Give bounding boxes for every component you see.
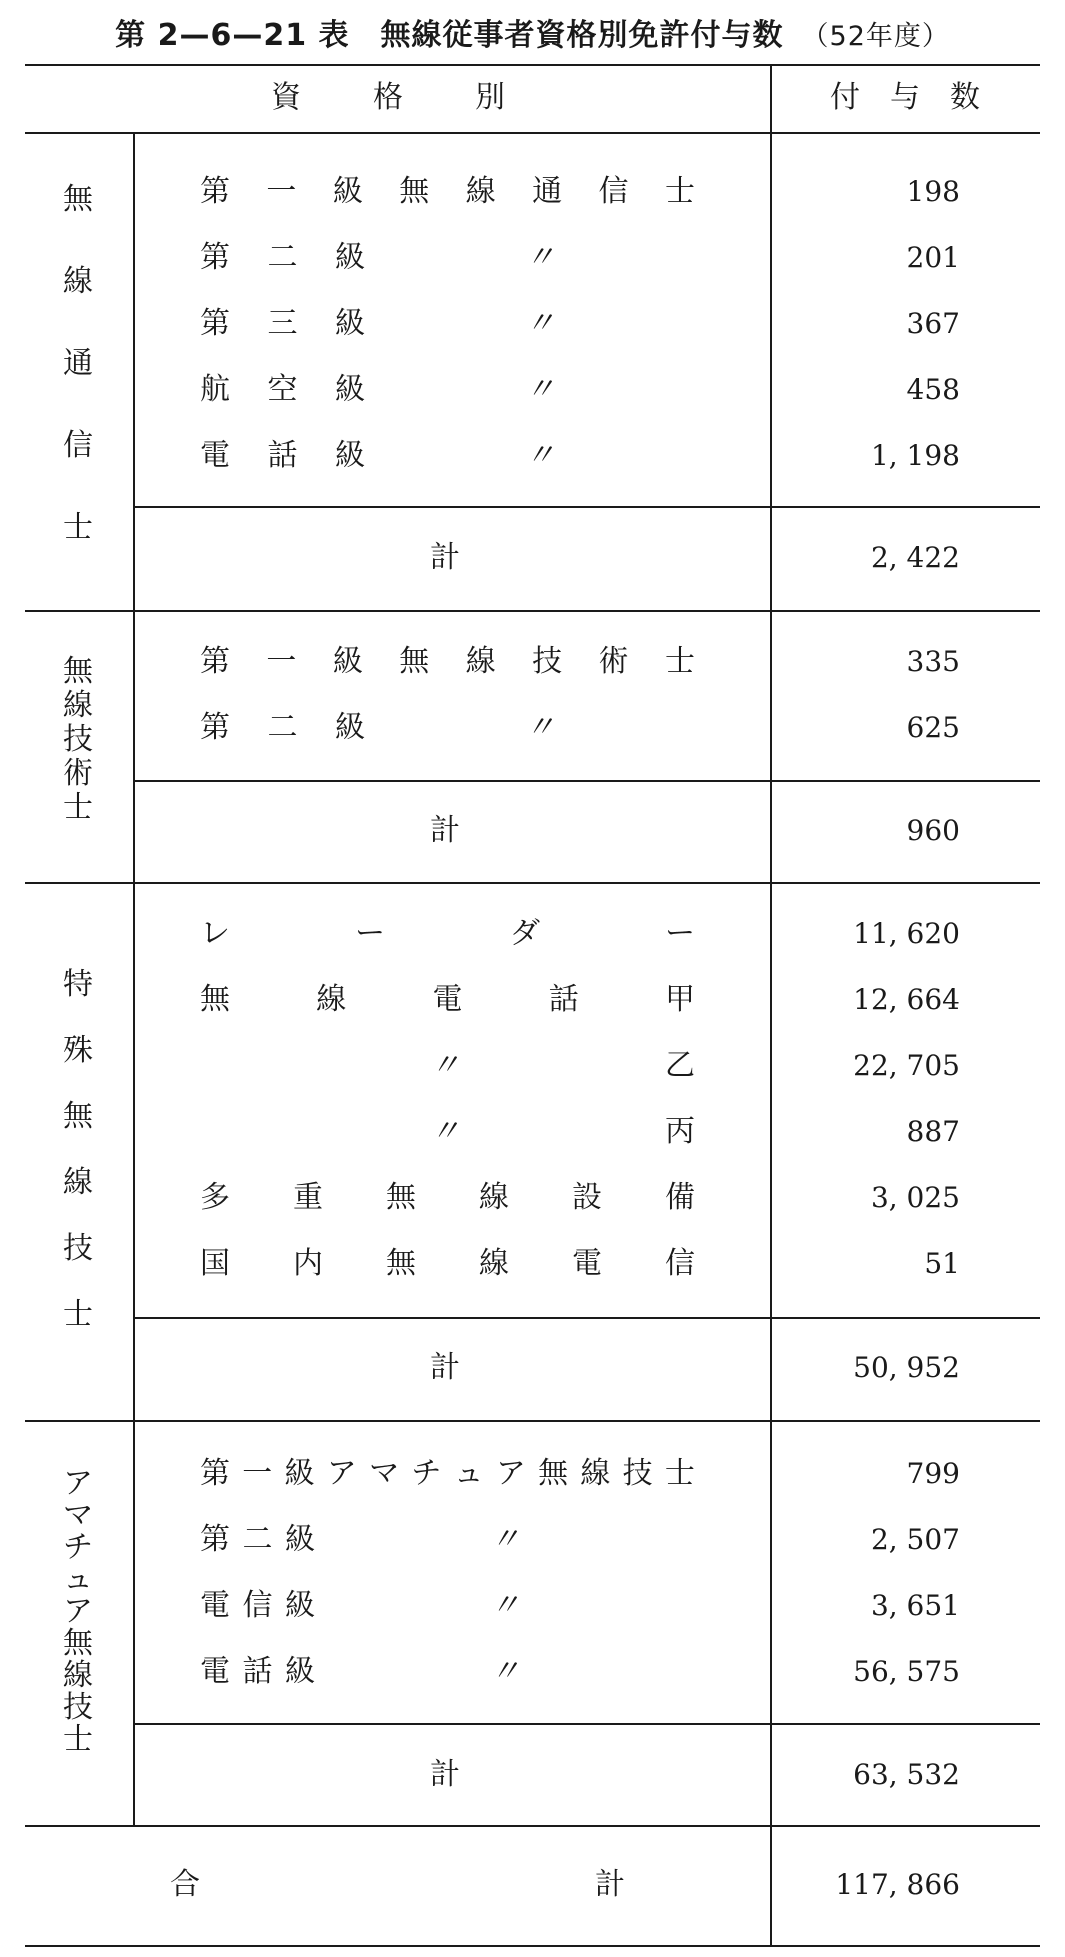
qualification-char: 線 (580, 1456, 611, 1491)
subtotal-separator (133, 1317, 1040, 1319)
qualification-char: 第 (200, 1522, 230, 1557)
qualification-char: 線 (479, 1180, 509, 1215)
license-count: 22, 705 (853, 1049, 960, 1082)
qualification-char: 級 (285, 1522, 315, 1557)
license-count: 198 (906, 175, 960, 208)
group-bottom-border (25, 882, 1040, 884)
license-count: 458 (906, 373, 960, 406)
group-label-char: 特 (63, 967, 93, 1002)
header-category: 資 格 別 (271, 80, 509, 115)
qualification-char: 電 (572, 1246, 602, 1281)
qualification-char: 国 (200, 1246, 230, 1281)
license-count: 3, 025 (870, 1181, 960, 1214)
qualification-char: 話 (242, 1654, 273, 1689)
ditto-mark: 〃 (490, 1588, 520, 1623)
qualification-name (200, 1652, 315, 1692)
license-count: 3, 651 (870, 1589, 960, 1622)
qualification-char: 話 (267, 438, 298, 473)
grand-total-label-left: 合 (170, 1867, 200, 1902)
qualification-name (200, 370, 365, 410)
subtotal-label: 計 (430, 540, 460, 575)
qualification-char: 二 (242, 1522, 273, 1557)
ditto-mark: 〃 (525, 438, 555, 473)
qualification-char: 士 (664, 1456, 695, 1491)
group-label-char: 士 (63, 510, 93, 545)
subtotal-value: 63, 532 (853, 1758, 960, 1791)
group-label-char: ア (63, 1466, 93, 1501)
qualification-char: 一 (242, 1456, 273, 1491)
qualification-char: 三 (267, 306, 298, 341)
subtotal-separator (133, 1723, 1040, 1725)
qualification-name (200, 1244, 695, 1284)
qualification-char: 級 (284, 1456, 315, 1491)
qualification-name (200, 1178, 695, 1218)
group-label-char: 線 (63, 1165, 93, 1200)
group-label-divider (133, 132, 135, 610)
qualification-char: 技 (622, 1456, 653, 1491)
license-count: 335 (906, 645, 960, 678)
license-count: 201 (906, 241, 960, 274)
group-bottom-border (25, 1825, 1040, 1827)
group-label-char: 無 (63, 1626, 93, 1661)
ditto-mark: 〃 (525, 240, 555, 275)
group-label-char: 線 (63, 1658, 93, 1693)
group-label-char: ア (63, 1594, 93, 1629)
qualification-char: 内 (293, 1246, 323, 1281)
group-label (58, 1468, 98, 1756)
ditto-mark: 〃 (430, 1048, 460, 1083)
qualification-char: 第 (200, 1456, 230, 1491)
qualification-char: 技 (532, 644, 563, 679)
qualification-char: 二 (267, 240, 298, 275)
license-count: 367 (906, 307, 960, 340)
subtotal-value: 960 (906, 814, 960, 847)
qualification-char: 線 (316, 982, 347, 1017)
qualification-char: チ (411, 1456, 442, 1491)
qualification-name (200, 238, 365, 278)
qualification-name (200, 980, 695, 1020)
qualification-char: ュ (453, 1456, 484, 1491)
group-label-char: ュ (63, 1562, 93, 1597)
qualification-char: 無 (399, 174, 430, 209)
qualification-name (200, 1520, 315, 1560)
qualification-name (200, 436, 365, 476)
qualification-char: 無 (399, 644, 430, 679)
ditto-mark: 〃 (525, 306, 555, 341)
qualification-char: 多 (200, 1180, 230, 1215)
qualification-char: 級 (335, 438, 365, 473)
qualification-char: 級 (335, 710, 365, 745)
table-top-border (25, 64, 1040, 66)
group-label-char: 技 (63, 1231, 93, 1266)
qualification-char: 通 (532, 174, 563, 209)
table-title-year: （52年度） (801, 21, 950, 52)
group-bottom-border (25, 610, 1040, 612)
group-label-char: 線 (63, 264, 93, 299)
ditto-mark: 〃 (525, 372, 555, 407)
group-label-char: 士 (63, 790, 93, 825)
qualification-char: 線 (465, 644, 496, 679)
group-label-char: 技 (63, 1690, 93, 1725)
group-label-char: 通 (63, 346, 93, 381)
group-label-char: 士 (63, 1297, 93, 1332)
qualification-char: 空 (267, 372, 298, 407)
group-bottom-border (25, 1420, 1040, 1422)
table-bottom-border (25, 1945, 1040, 1947)
group-label-char: 殊 (63, 1033, 93, 1068)
qualification-char: 電 (200, 1654, 230, 1689)
group-label-char: 技 (63, 722, 93, 757)
qualification-char: 線 (465, 174, 496, 209)
qualification-char: 話 (548, 982, 579, 1017)
qualification-suffix: 乙 (665, 1048, 695, 1083)
subtotal-separator (133, 780, 1040, 782)
qualification-char: ア (326, 1456, 357, 1491)
subtotal-label: 計 (430, 813, 460, 848)
license-count: 1, 198 (870, 439, 960, 472)
subtotal-separator (133, 506, 1040, 508)
qualification-char: 無 (386, 1246, 416, 1281)
qualification-char: 一 (266, 174, 297, 209)
qualification-char: 級 (332, 644, 363, 679)
grand-total-label-right: 計 (595, 1867, 625, 1902)
qualification-name (200, 708, 365, 748)
group-label (58, 655, 98, 825)
qualification-char: 級 (335, 372, 365, 407)
qualification-char: 二 (267, 710, 298, 745)
qualification-char: 級 (285, 1588, 315, 1623)
group-label-char: チ (63, 1530, 93, 1565)
license-count: 56, 575 (853, 1655, 960, 1688)
subtotal-label: 計 (430, 1350, 460, 1385)
ditto-mark: 〃 (490, 1654, 520, 1689)
qualification-char: 設 (572, 1180, 602, 1215)
qualification-char: ー (355, 916, 385, 951)
ditto-mark: 〃 (430, 1114, 460, 1149)
qualification-char: 電 (200, 438, 230, 473)
ditto-mark: 〃 (490, 1522, 520, 1557)
group-label-divider (133, 1420, 135, 1825)
group-label-char: 無 (63, 182, 93, 217)
qualification-char: ア (495, 1456, 526, 1491)
qualification-name (200, 914, 695, 954)
table-title (0, 10, 1065, 62)
subtotal-value: 50, 952 (853, 1351, 960, 1384)
group-label-divider (133, 610, 135, 882)
qualification-name (200, 1454, 695, 1494)
qualification-char: 士 (664, 644, 695, 679)
qualification-char: ダ (510, 916, 540, 951)
license-count: 625 (906, 711, 960, 744)
qualification-char: 術 (598, 644, 629, 679)
group-label-char: 無 (63, 1099, 93, 1134)
qualification-char: 備 (665, 1180, 695, 1215)
qualification-char: 信 (242, 1588, 273, 1623)
group-label-char: 線 (63, 688, 93, 723)
qualification-char: 級 (335, 240, 365, 275)
qualification-char: 信 (598, 174, 629, 209)
qualification-char: 甲 (665, 982, 695, 1017)
subtotal-value: 2, 422 (870, 541, 960, 574)
group-label-char: 術 (63, 756, 93, 791)
qualification-char: 電 (200, 1588, 230, 1623)
license-count: 799 (906, 1457, 960, 1490)
license-count: 887 (906, 1115, 960, 1148)
header-count: 付 与 数 (830, 80, 980, 115)
header-bottom-border (25, 132, 1040, 134)
qualification-char: マ (369, 1456, 400, 1491)
qualification-name (200, 304, 365, 344)
qualification-char: 級 (332, 174, 363, 209)
license-count: 2, 507 (870, 1523, 960, 1556)
qualification-char: 重 (293, 1180, 323, 1215)
qualification-char: 第 (200, 174, 230, 209)
table-title-main: 第 2—6—21 表 無線従事者資格別免許付与数 (115, 18, 784, 53)
qualification-char: 第 (200, 306, 230, 341)
ditto-mark: 〃 (525, 710, 555, 745)
qualification-char: 信 (665, 1246, 695, 1281)
qualification-char: 士 (664, 174, 695, 209)
qualification-char: 線 (479, 1246, 509, 1281)
qualification-name (200, 172, 695, 212)
group-label-char: マ (63, 1498, 93, 1533)
qualification-char: レ (200, 916, 230, 951)
license-count: 11, 620 (853, 917, 960, 950)
license-count: 12, 664 (853, 983, 960, 1016)
group-label-char: 信 (63, 428, 93, 463)
qualification-char: 航 (200, 372, 230, 407)
group-label-char: 士 (63, 1722, 93, 1757)
qualification-name (200, 642, 695, 682)
group-label-divider (133, 882, 135, 1420)
qualification-name (200, 1586, 315, 1626)
qualification-char: 無 (538, 1456, 569, 1491)
qualification-char: 一 (266, 644, 297, 679)
qualification-char: 無 (200, 982, 230, 1017)
qualification-char: 第 (200, 240, 230, 275)
qualification-char: 第 (200, 644, 230, 679)
qualification-suffix: 丙 (665, 1114, 695, 1149)
grand-total-value: 117, 866 (835, 1868, 960, 1901)
qualification-char: 級 (285, 1654, 315, 1689)
qualification-char: 電 (432, 982, 463, 1017)
license-count: 51 (924, 1247, 960, 1280)
qualification-char: 第 (200, 710, 230, 745)
subtotal-label: 計 (430, 1757, 460, 1792)
qualification-char: ー (665, 916, 695, 951)
qualification-char: 無 (386, 1180, 416, 1215)
group-label-char: 無 (63, 654, 93, 689)
qualification-char: 級 (335, 306, 365, 341)
